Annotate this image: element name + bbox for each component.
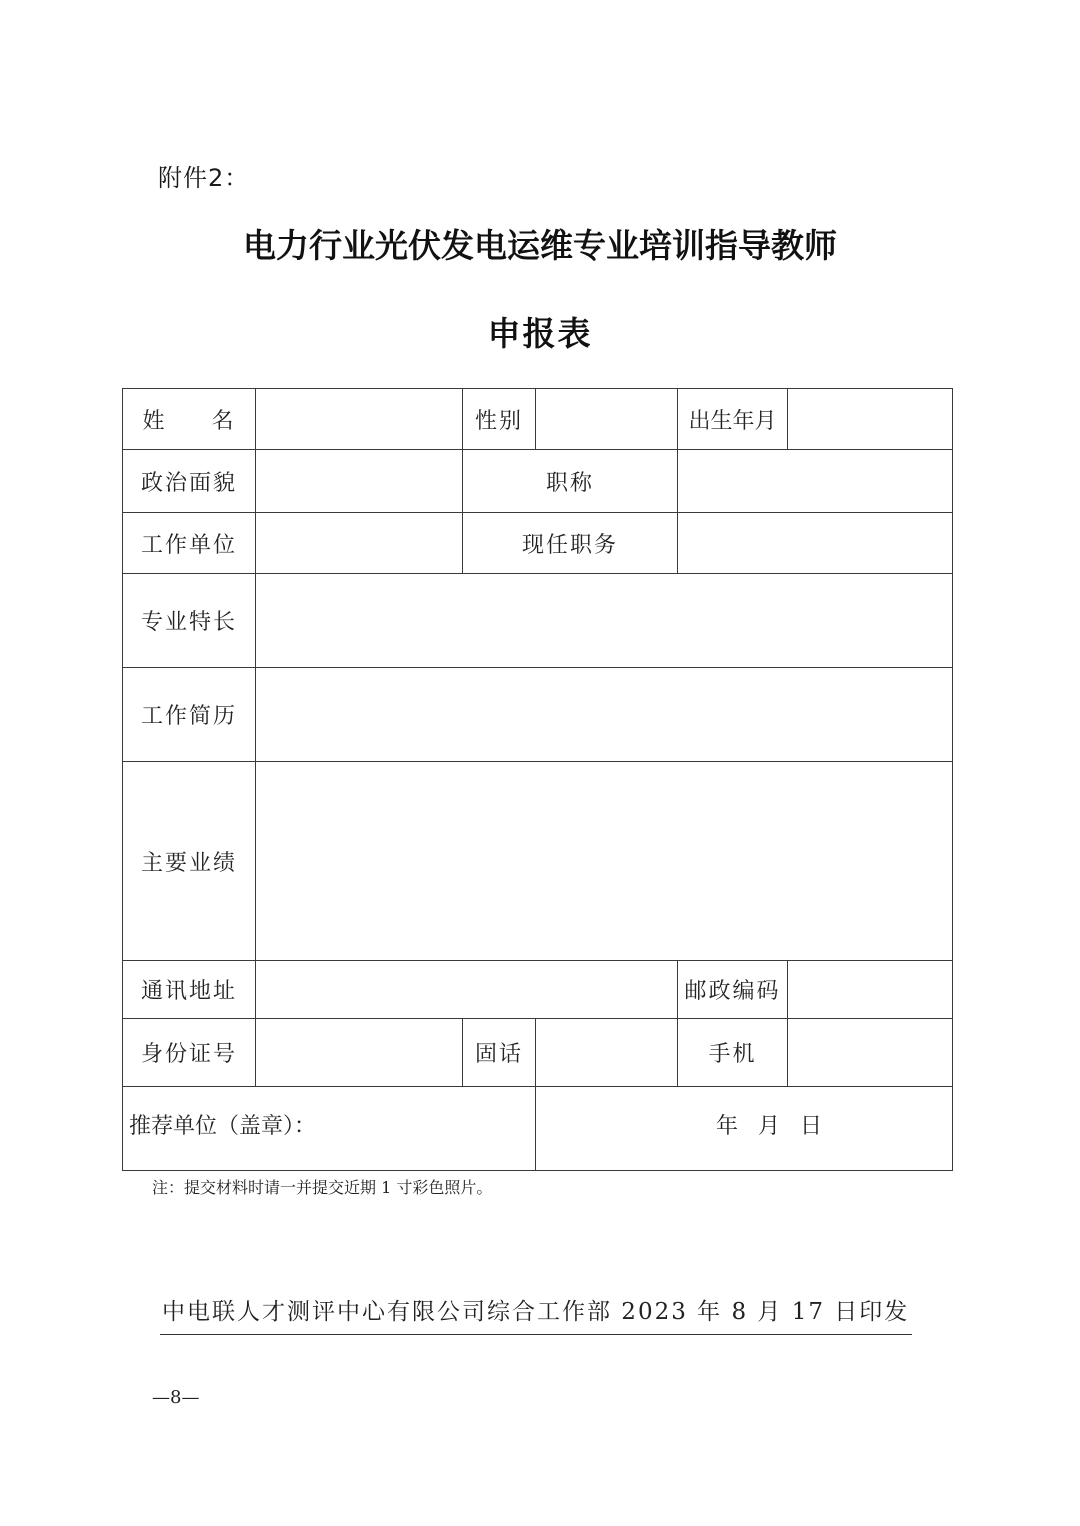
achievements-label: 主要业绩 bbox=[140, 850, 237, 876]
achievements-label-cell bbox=[123, 762, 256, 961]
recommender-label: 推荐单位（盖章）： bbox=[129, 1114, 317, 1139]
name-label-cell bbox=[123, 389, 256, 450]
position-label: 现任职务 bbox=[521, 532, 618, 558]
resume-input-cell[interactable] bbox=[256, 668, 953, 762]
id-input-cell[interactable] bbox=[256, 1019, 463, 1087]
gender-input-cell[interactable] bbox=[536, 389, 678, 450]
row-resume bbox=[123, 668, 953, 762]
mobile-input-cell[interactable] bbox=[788, 1019, 953, 1087]
date-day-label: 日 bbox=[799, 1114, 822, 1139]
resume-label: 工作简历 bbox=[140, 704, 237, 729]
row-achievements bbox=[123, 762, 953, 961]
work-unit-label: 工作单位 bbox=[140, 532, 237, 558]
issuer-line: 中电联人才测评中心有限公司综合工作部 2023 年 8 月 17 日印发 bbox=[162, 1299, 910, 1325]
birth-label: 出生年月 bbox=[688, 408, 777, 434]
achievements-input-cell[interactable] bbox=[256, 762, 953, 961]
postcode-label: 邮政编码 bbox=[684, 979, 781, 1004]
work-unit-label-cell bbox=[123, 513, 256, 574]
birth-input-cell[interactable] bbox=[788, 389, 953, 450]
job-title-input-cell[interactable] bbox=[678, 450, 953, 513]
row-political bbox=[123, 450, 953, 513]
form-title-line1: 电力行业光伏发电运维专业培训指导教师 bbox=[243, 226, 837, 265]
landline-label-cell bbox=[463, 1019, 536, 1087]
row-id bbox=[123, 1019, 953, 1087]
specialty-label: 专业特长 bbox=[140, 610, 237, 635]
specialty-label-cell bbox=[123, 574, 256, 668]
address-input-cell[interactable] bbox=[256, 961, 678, 1019]
specialty-input-cell[interactable] bbox=[256, 574, 953, 668]
row-work-unit bbox=[123, 513, 953, 574]
position-input-cell[interactable] bbox=[678, 513, 953, 574]
landline-input-cell[interactable] bbox=[536, 1019, 678, 1087]
issuer-underline bbox=[160, 1334, 912, 1335]
work-unit-input-cell[interactable] bbox=[256, 513, 463, 574]
address-label: 通讯地址 bbox=[140, 979, 237, 1004]
application-form-table bbox=[122, 388, 953, 1171]
gender-label-cell bbox=[463, 389, 536, 450]
id-label: 身份证号 bbox=[140, 1042, 237, 1067]
landline-label: 固话 bbox=[474, 1042, 523, 1067]
attachment-label: 附件2： bbox=[158, 164, 250, 192]
resume-label-cell bbox=[123, 668, 256, 762]
postcode-input-cell[interactable] bbox=[788, 961, 953, 1019]
date-cell[interactable] bbox=[536, 1087, 953, 1171]
date-year-label: 年 bbox=[715, 1114, 738, 1139]
mobile-label-cell bbox=[678, 1019, 788, 1087]
position-label-cell bbox=[463, 513, 678, 574]
job-title-label: 职称 bbox=[545, 470, 594, 496]
form-title-line2: 申报表 bbox=[487, 314, 593, 353]
photo-note: 注：提交材料时请一并提交近期 1 寸彩色照片。 bbox=[152, 1178, 493, 1197]
gender-label: 性别 bbox=[474, 408, 523, 434]
birth-label-cell bbox=[678, 389, 788, 450]
row-name bbox=[123, 389, 953, 450]
mobile-label: 手机 bbox=[708, 1042, 757, 1067]
row-address bbox=[123, 961, 953, 1019]
row-recommender bbox=[123, 1087, 953, 1171]
id-label-cell bbox=[123, 1019, 256, 1087]
name-input-cell[interactable] bbox=[256, 389, 463, 450]
postcode-label-cell bbox=[678, 961, 788, 1019]
political-label-cell bbox=[123, 450, 256, 513]
date-month-label: 月 bbox=[757, 1114, 780, 1139]
political-label: 政治面貌 bbox=[140, 470, 237, 496]
political-input-cell[interactable] bbox=[256, 450, 463, 513]
row-specialty bbox=[123, 574, 953, 668]
recommender-label-cell bbox=[123, 1087, 536, 1171]
job-title-label-cell bbox=[463, 450, 678, 513]
name-label: 姓 名 bbox=[142, 408, 254, 434]
page-number: —8— bbox=[152, 1387, 200, 1408]
address-label-cell bbox=[123, 961, 256, 1019]
